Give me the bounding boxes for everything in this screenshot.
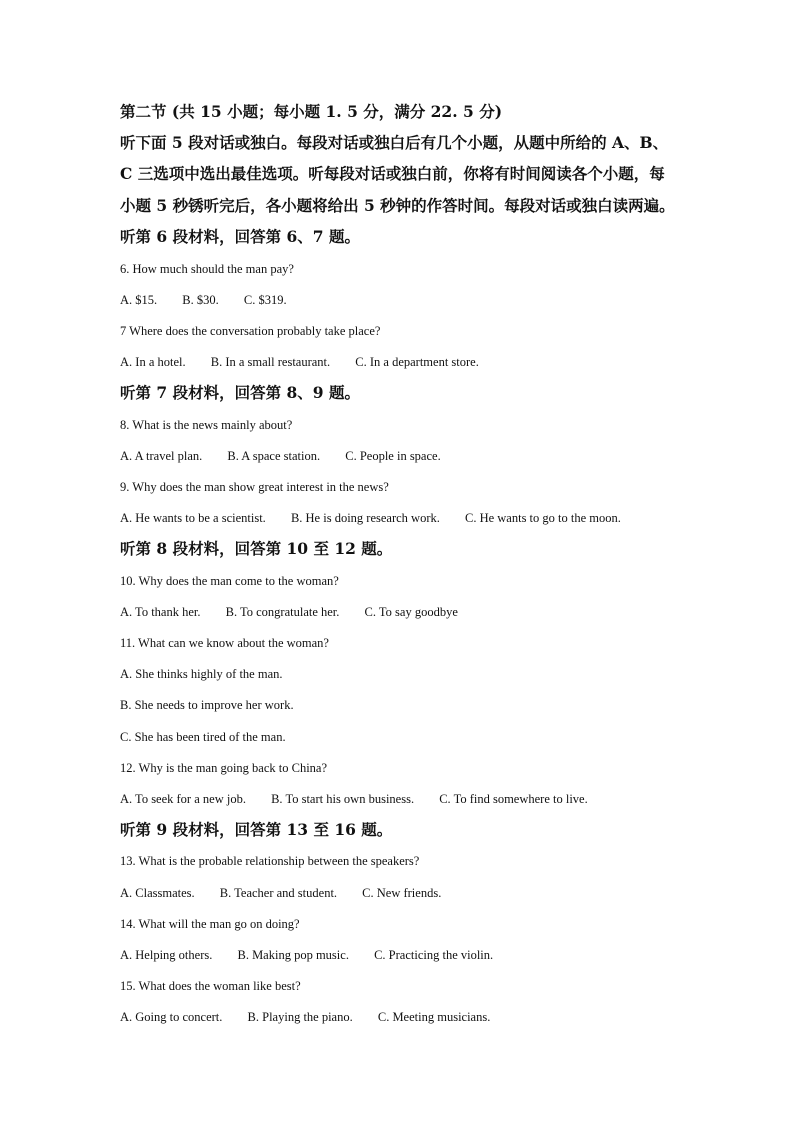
option-a: A. $15.	[120, 293, 158, 307]
question-text: 12. Why is the man going back to China?	[120, 761, 328, 775]
option-b: B. Playing the piano.	[247, 1010, 353, 1024]
option-a: A. She thinks highly of the man.	[120, 667, 283, 681]
option-a: A. A travel plan.	[120, 449, 203, 463]
option-c: C. Practicing the violin.	[374, 948, 494, 962]
option-a: A. He wants to be a scientist.	[120, 511, 266, 525]
options-row	[120, 1009, 512, 1025]
option-c: C. He wants to go to the moon.	[464, 511, 621, 525]
option-b: B. Making pop music.	[237, 948, 349, 962]
question-text: 9. Why does the man show great interest in the news?	[120, 480, 389, 494]
options-row	[120, 354, 501, 370]
question-text: 10. Why does the man come to the woman?	[120, 574, 339, 588]
question-text: 8. What is the news mainly about?	[120, 418, 293, 432]
option-c: C. New friends.	[362, 886, 442, 900]
question-text: 15. What does the woman like best?	[120, 979, 301, 993]
options-row	[120, 947, 515, 963]
option-b: B. A space station.	[227, 449, 321, 463]
option-a: A. To thank her.	[120, 605, 201, 619]
question-text: 7 Where does the conversation probably take place?	[120, 324, 381, 338]
question-text: 13. What is the probable relationship between the speakers?	[120, 854, 420, 868]
option-a: A. To seek for a new job.	[120, 792, 246, 806]
option-c: C. In a department store.	[355, 355, 479, 369]
question-text: 6. How much should the man pay?	[120, 262, 294, 276]
option-b: B. In a small restaurant.	[210, 355, 331, 369]
options-row	[120, 791, 610, 807]
question-text: 14. What will the man go on doing?	[120, 917, 300, 931]
option-c: C. She has been tired of the man.	[120, 730, 286, 744]
option-b: B. To start his own business.	[271, 792, 415, 806]
instructions-line-2: C 三选项中选出最佳选项。听每段对话或独白前，你将有时间阅读各个小题，每	[120, 164, 665, 183]
group-heading: 听第 6 段材料，回答第 6、7 题。	[120, 227, 360, 246]
options-row	[120, 604, 480, 620]
option-c: C. Meeting musicians.	[377, 1010, 491, 1024]
option-b: B. Teacher and student.	[219, 886, 338, 900]
option-c: C. People in space.	[345, 449, 441, 463]
option-b: B. $30.	[182, 293, 219, 307]
instructions-line-1: 听下面 5 段对话或独白。每段对话或独白后有几个小题，从题中所给的 A、B、	[120, 133, 669, 152]
option-c: C. To find somewhere to live.	[439, 792, 588, 806]
group-heading: 听第 7 段材料，回答第 8、9 题。	[120, 383, 360, 402]
option-b: B. To congratulate her.	[225, 605, 340, 619]
option-a: A. Classmates.	[120, 886, 195, 900]
group-heading: 听第 8 段材料，回答第 10 至 12 题。	[120, 539, 393, 558]
option-b: B. He is doing research work.	[290, 511, 440, 525]
options-row	[120, 510, 643, 526]
options-row	[120, 292, 309, 308]
question-text: 11. What can we know about the woman?	[120, 636, 329, 650]
option-a: A. In a hotel.	[120, 355, 186, 369]
option-c: C. To say goodbye	[364, 605, 458, 619]
instructions-line-3: 小题 5 秒锈听完后，各小题将给出 5 秒钟的作答时间。每段对话或独白读两遍。	[120, 196, 675, 215]
option-c: C. $319.	[243, 293, 287, 307]
section-title: 第二节 (共 15 小题；每小题 1. 5 分，满分 22. 5 分)	[120, 102, 503, 121]
options-row	[120, 885, 463, 901]
option-b: B. She needs to improve her work.	[120, 698, 294, 712]
options-row	[120, 448, 463, 464]
option-a: A. Going to concert.	[120, 1010, 223, 1024]
group-heading: 听第 9 段材料，回答第 13 至 16 题。	[120, 820, 393, 839]
option-a: A. Helping others.	[120, 948, 213, 962]
